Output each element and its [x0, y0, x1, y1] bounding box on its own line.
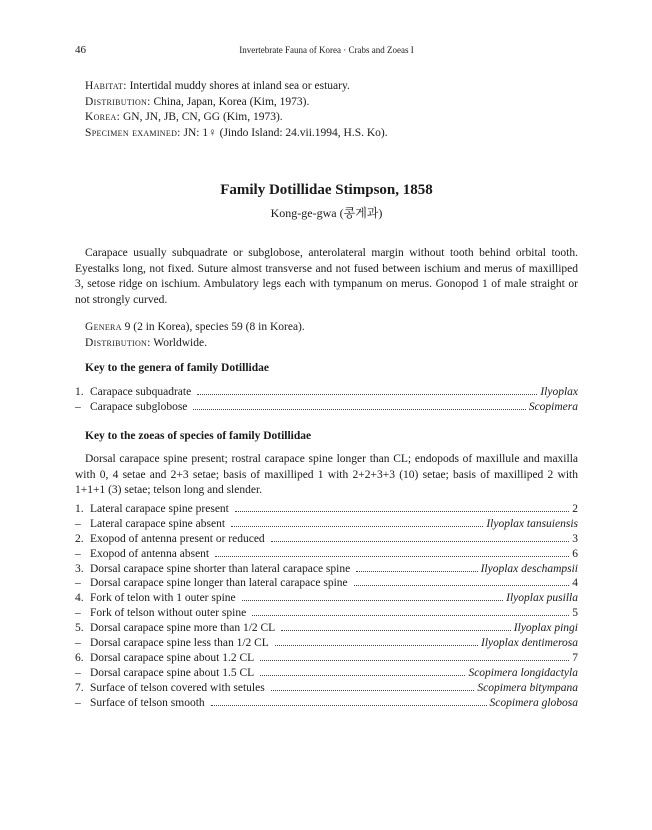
key-couplet-number: 4. [75, 592, 84, 605]
key-character: Dorsal carapace spine longer than lateral carapace spine [90, 577, 348, 590]
dot-leader [197, 394, 537, 395]
distribution-text: China, Japan, Korea (Kim, 1973). [153, 95, 310, 108]
family-distribution-line [85, 336, 565, 352]
key-result: Ilyoplax deschampsii [480, 562, 578, 575]
dot-leader [193, 409, 525, 410]
key-row [75, 548, 578, 563]
zoeas-key-intro [75, 452, 578, 499]
key-couplet-number: – [75, 517, 81, 530]
korea-line [85, 110, 565, 126]
key-row [75, 533, 578, 548]
key-couplet-number: – [75, 666, 81, 679]
key-result: Ilyoplax dentimerosa [481, 637, 578, 650]
dot-leader [211, 705, 487, 706]
family-genera-info [85, 320, 565, 351]
key-result: Scopimera bitympana [477, 681, 578, 694]
key-row [75, 607, 578, 622]
key-couplet-number: 3. [75, 562, 84, 575]
key-result: 6 [572, 547, 578, 560]
key-result: 2 [572, 503, 578, 515]
family-description-text: Carapace usually subquadrate or subglobose, anterolateral margin without tooth behind orbital tooth. Eyestalks long, not fixed. Suture almost transverse and not fused between ischium and merus of maxilliped 3, setose ridge on ischium. Ambulatory legs each with tympanum on merus. Gonopod 1 of male straight or not strongly curved. [75, 247, 578, 306]
key-couplet-number: 5. [75, 622, 84, 635]
key-result: 4 [572, 577, 578, 590]
distribution-label: Distribution: [85, 95, 151, 108]
key-character: Dorsal carapace spine more than 1/2 CL [90, 622, 276, 635]
habitat-label: Habitat: [85, 80, 127, 92]
key-couplet-number: – [75, 577, 81, 590]
dot-leader [260, 675, 465, 676]
key-row [75, 577, 578, 592]
running-head [75, 44, 578, 58]
key-row [75, 622, 578, 637]
key-result: Ilyoplax tansuiensis [486, 517, 578, 530]
key-result: Scopimera globosa [489, 696, 578, 709]
family-description [75, 246, 578, 308]
key-row [75, 652, 578, 667]
dot-leader [356, 571, 477, 572]
distribution-line [85, 95, 565, 111]
running-title: Invertebrate Fauna of Korea · Crabs and Zoeas I [239, 45, 414, 55]
key-row [75, 503, 578, 518]
specimen-text: JN: 1♀ (Jindo Island: 24.vii.1994, H.S. Ko). [183, 126, 388, 139]
dot-leader [271, 690, 475, 691]
zoeas-key-heading: Key to the zoeas of species of family Dotillidae [85, 430, 312, 442]
korea-text: GN, JN, JB, CN, GG (Kim, 1973). [122, 111, 283, 123]
key-character: Surface of telson covered with setules [90, 681, 265, 694]
key-couplet-number: 1. [75, 386, 84, 398]
family-distribution-text: Worldwide. [153, 336, 207, 349]
key-character: Exopod of antenna absent [90, 547, 210, 560]
key-couplet-number: – [75, 607, 81, 620]
key-result: 3 [572, 532, 578, 545]
key-character: Fork of telson without outer spine [90, 607, 247, 620]
habitat-text: Intertidal muddy shores at inland sea or estuary. [129, 80, 350, 92]
dot-leader [260, 660, 569, 661]
key-row [75, 637, 578, 652]
key-result: Ilyoplax [540, 386, 578, 398]
key-result: Scopimera [528, 400, 578, 413]
key-result: Ilyoplax pusilla [506, 592, 578, 605]
key-row [75, 697, 578, 712]
key-character: Lateral carapace spine present [90, 503, 229, 515]
dot-leader [215, 556, 569, 557]
key-couplet-number: – [75, 400, 81, 413]
key-result: Scopimera longidactyla [468, 666, 578, 679]
key-couplet-number: 1. [75, 503, 84, 515]
species-info [85, 79, 565, 141]
key-character: Lateral carapace spine absent [90, 517, 226, 530]
key-row [75, 592, 578, 607]
key-couplet-number: 7. [75, 681, 84, 694]
dot-leader [242, 600, 503, 601]
key-character: Dorsal carapace spine less than 1/2 CL [90, 637, 269, 650]
key-character: Exopod of antenna present or reduced [90, 532, 265, 545]
key-result: 5 [572, 607, 578, 620]
key-row [75, 682, 578, 697]
key-row [75, 667, 578, 682]
specimen-label: Specimen examined: [85, 126, 181, 139]
genera-key-heading: Key to the genera of family Dotillidae [85, 362, 269, 374]
key-couplet-number: – [75, 547, 81, 560]
key-character: Surface of telson smooth [90, 696, 205, 709]
genera-key [75, 386, 578, 416]
key-row [75, 563, 578, 578]
habitat-line [85, 79, 565, 95]
key-row [75, 386, 578, 401]
dot-leader [275, 645, 478, 646]
key-character: Carapace subquadrate [90, 386, 192, 398]
genera-line [85, 320, 565, 336]
key-couplet-number: 6. [75, 651, 84, 664]
page-number: 46 [75, 44, 86, 56]
dot-leader [271, 541, 570, 542]
key-couplet-number: 2. [75, 532, 84, 545]
key-couplet-number: – [75, 696, 81, 709]
dot-leader [252, 615, 569, 616]
genera-text: 9 (2 in Korea), species 59 (8 in Korea). [124, 321, 305, 333]
key-couplet-number: – [75, 637, 81, 650]
dot-leader [281, 630, 511, 631]
family-title: Family Dotillidae Stimpson, 1858 [220, 182, 433, 198]
dot-leader [354, 585, 570, 586]
specimen-line [85, 126, 565, 142]
key-character: Dorsal carapace spine shorter than lateral carapace spine [90, 562, 351, 575]
key-row [75, 518, 578, 533]
korea-label: Korea: [85, 111, 121, 123]
key-result: 7 [572, 651, 578, 664]
genera-label: Genera [85, 321, 122, 333]
key-result: Ilyoplax pingi [513, 622, 578, 635]
zoeas-key [75, 503, 578, 711]
family-distribution-label: Distribution: [85, 336, 151, 349]
key-character: Dorsal carapace spine about 1.2 CL [90, 651, 255, 664]
key-character: Dorsal carapace spine about 1.5 CL [90, 666, 255, 679]
zoeas-key-intro-text: Dorsal carapace spine present; rostral carapace spine longer than CL; endopods of maxillule and maxilla with 0, 4 setae and 2+3 setae; basis of maxilliped 1 with 2+2+3+3 (10) setae; basis of maxilliped 2 with 1+1+1 (3) setae; telson long and slender. [75, 453, 578, 497]
key-row [75, 401, 578, 416]
dot-leader [231, 526, 483, 527]
key-character: Carapace subglobose [90, 400, 188, 413]
key-character: Fork of telon with 1 outer spine [90, 592, 236, 605]
dot-leader [235, 511, 569, 512]
family-korean-name: Kong-ge-gwa (콩게과) [270, 206, 383, 220]
